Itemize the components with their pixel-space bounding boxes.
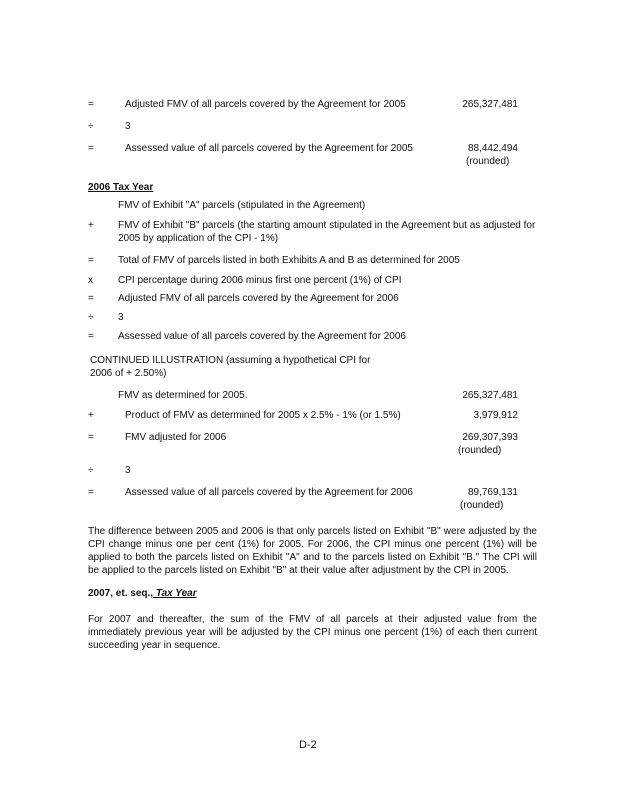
page-number: D-2 [299,739,317,751]
row-text: Total of FMV of parcels listed in both Exhibits A and B as determined for 2005 [118,255,460,266]
row-text: Assessed value of all parcels covered by the Agreement for 2006 [125,487,413,498]
operator: ÷ [88,312,94,323]
operator: ÷ [88,465,94,476]
row-text: Adjusted FMV of all parcels covered by the Agreement for 2006 [118,293,399,304]
operator: = [88,143,94,154]
row-text: FMV adjusted for 2006 [125,432,227,443]
row-value: 88,442,494 [467,143,518,154]
operator: + [88,220,94,231]
operator: = [88,487,94,498]
operator: = [88,331,94,342]
heading-prefix: 2007, et. seq., [88,588,154,599]
row-value: 3,979,912 [473,410,518,421]
operator: = [88,99,94,110]
operator: ÷ [88,121,94,132]
row-text: 3 [118,312,124,323]
operator: = [88,293,94,304]
row-text: FMV of Exhibit "B" parcels (the starting amount stipulated in the Agreement but as adjusted for 2005 by application of the CPI - 1%) [118,220,536,244]
row-text: 3 [125,465,131,476]
row-text: Adjusted FMV of all parcels covered by the Agreement for 2005 [125,99,406,110]
row-value: 269,307,393 [462,432,518,443]
operator: = [88,432,94,443]
row-note: (rounded) [466,156,510,167]
row-value: 89,769,131 [467,487,518,498]
heading-2006-tax-year: 2006 Tax Year [88,182,154,193]
row-text: CPI percentage during 2006 minus first one percent (1%) of CPI [118,275,402,286]
operator: = [88,255,94,266]
row-text: 3 [125,121,131,132]
row-note: (rounded) [458,445,502,456]
row-text: FMV of Exhibit "A" parcels (stipulated in the Agreement) [118,200,366,211]
heading-suffix: Tax Year [153,588,197,599]
illustration-heading: CONTINUED ILLUSTRATION (assuming a hypothetical CPI for 2006 of + 2.50%) [90,355,371,379]
row-text: FMV as determined for 2005. [118,390,248,401]
row-value: 265,327,481 [462,99,518,110]
row-text: Product of FMV as determined for 2005 x 2.5% - 1% (or 1.5%) [125,410,401,421]
operator: + [88,410,94,421]
heading-2007-tax-year [88,587,197,600]
row-value: 265,327,481 [462,390,518,401]
difference-paragraph: The difference between 2005 and 2006 is that only parcels listed on Exhibit "B" were adjusted by the CPI change minus one per cent (1%) for 2005. For 2006, the CPI minus one percent (1%) will be applied to both the parcels listed on Exhibit "A" and to the parcels listed on Exhibit "B." The CPI will be applied to the parcels listed on Exhibit "B" at their value after adjustment by the CPI in 2005. [88,526,537,576]
row-text: Assessed value of all parcels covered by the Agreement for 2005 [125,143,413,154]
row-text: Assessed value of all parcels covered by the Agreement for 2006 [118,331,406,342]
paragraph-2007: For 2007 and thereafter, the sum of the FMV of all parcels at their adjusted value from the immediately previous year will be adjusted by the CPI minus one percent (1%) of each then current succeeding year in sequence. [88,614,537,651]
row-note: (rounded) [460,500,504,511]
operator: x [88,275,93,286]
